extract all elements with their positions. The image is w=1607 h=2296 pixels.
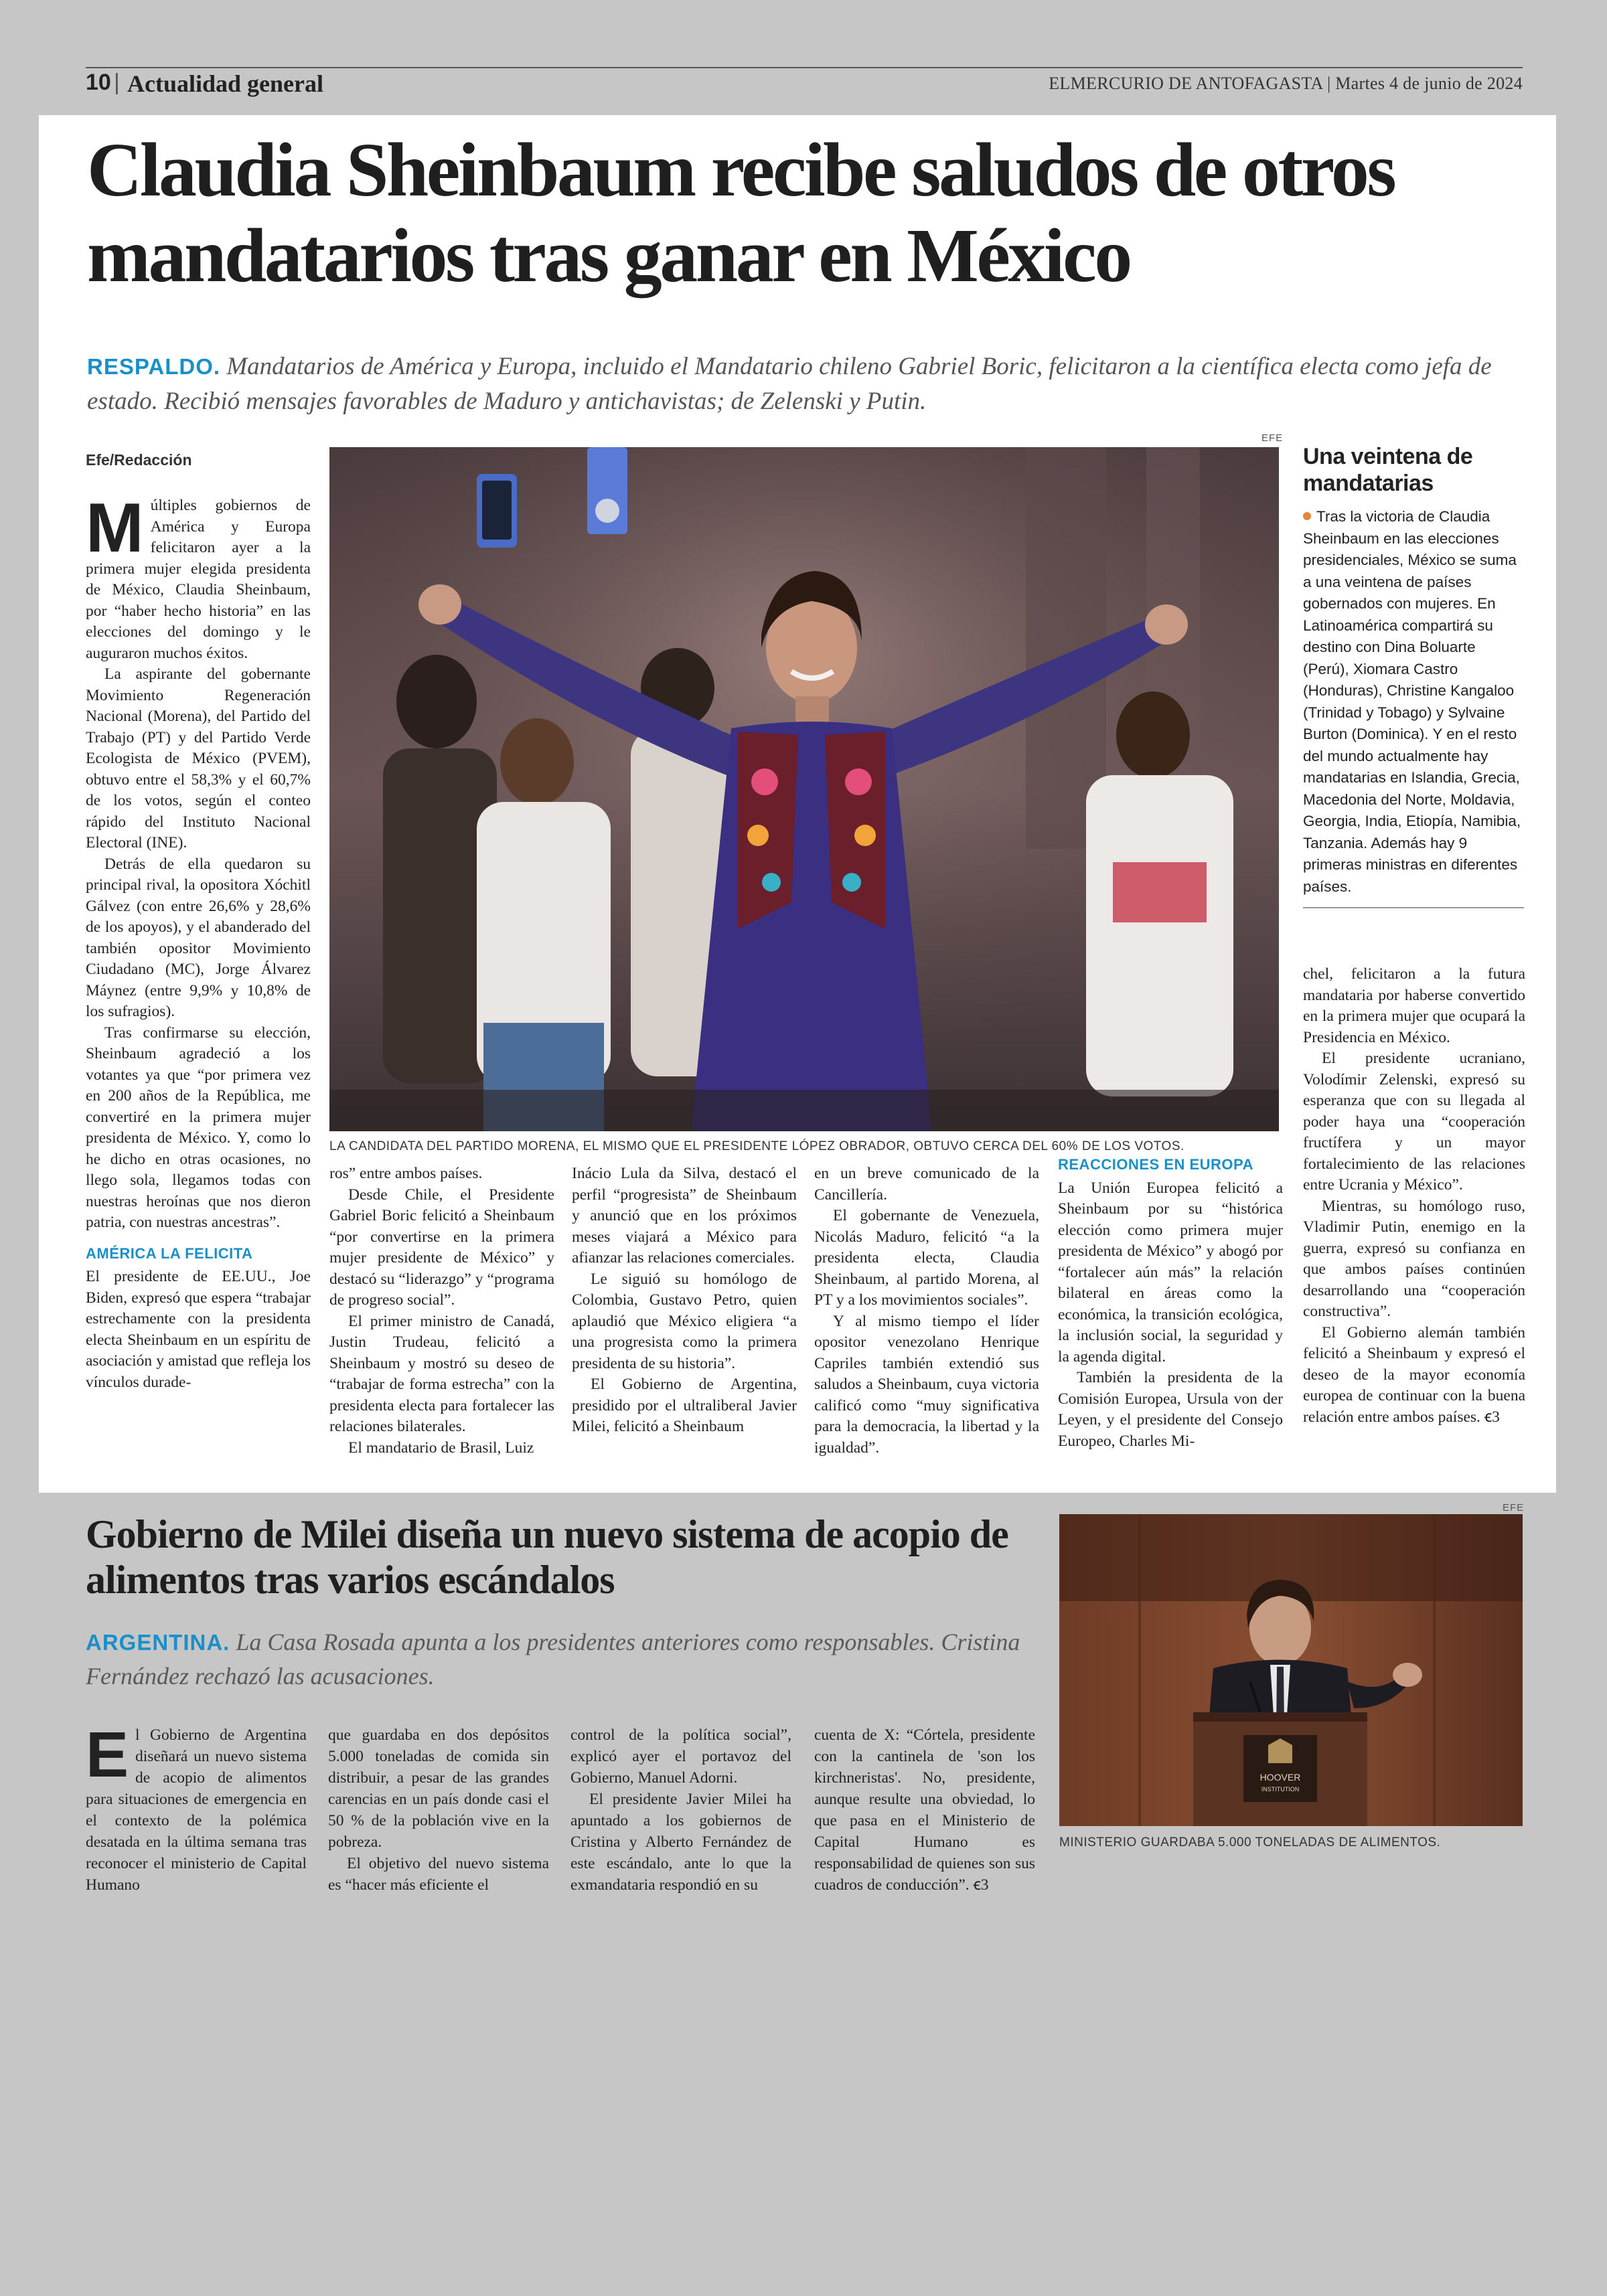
main-deck xyxy=(87,349,1527,419)
second-column-4 xyxy=(814,1724,1035,1896)
article-paragraph: Inácio Lula da Silva, destacó el perfil “progresista” de Sheinbaum y anunció que en los próximos meses viajará a México para afianzar las relaciones comerciales. xyxy=(572,1165,797,1266)
article-paragraph: El presidente ucraniano, Volodímir Zelenski, expresó su esperanza que con su llegada al poder haya una “cooperación fructífera y un mayor fortalecimiento de las relaciones entre Ucrania y México”. xyxy=(1303,1050,1525,1194)
second-column-1 xyxy=(86,1719,307,1896)
bullet-icon xyxy=(1303,512,1311,520)
second-article xyxy=(0,1502,1607,1913)
subhead-europa: REACCIONES EN EUROPA xyxy=(1058,1156,1253,1173)
article-paragraph: chel, felicitaron a la futura mandataria por haberse convertido en la primera mujer que ocupará la Presidencia en México. xyxy=(1303,965,1525,1046)
article-column-4 xyxy=(814,1163,1039,1459)
header-rule xyxy=(86,67,1523,68)
deck-kicker: RESPALDO. xyxy=(87,354,221,379)
article-paragraph: También la presidenta de la Comisión Europea, Ursula von der Leyen, y el presidente del Consejo Europeo, Charles Mi- xyxy=(1058,1369,1283,1450)
article-paragraph: La Unión Europea felicitó a Sheinbaum por su “histórica elección como primera mujer presidenta de México” y abogó por “fortalecer aún más” la relación bilateral en áreas como la económica, la transición ecológica, la inclusión social, la seguridad y la agenda digital. xyxy=(1058,1179,1283,1366)
deck-text: Mandatarios de América y Europa, incluido el Mandatario chileno Gabriel Boric, felicitaron a la científica electa como jefa de estado. Recibió mensajes favorables de Maduro y antichavistas; de Zelenski y Putin. xyxy=(87,353,1492,415)
article-paragraph: El primer ministro de Canadá, Justin Trudeau, felicitó a Sheinbaum y mostró su deseo de “trabajar de forma estrecha” con la presidenta electa para fortalecer las relaciones bilaterales. xyxy=(329,1312,554,1435)
article-paragraph: Mientras, su homólogo ruso, Vladimir Putin, enemigo en la guerra, expresó su confianza en que ambos países continúen desarrollando una “cooperación constructiva”. xyxy=(1303,1197,1525,1320)
article-paragraph: control de la política social”, explicó ayer el portavoz del Gobierno, Manuel Adorni. xyxy=(570,1726,791,1787)
milei-photo-image xyxy=(1059,1514,1523,1826)
article-paragraph: Múltiples gobiernos de América y Europa felicitaron ayer a la primera mujer elegida presidenta de México, Claudia Sheinbaum, por “haber hecho historia” en las elecciones del domingo y le auguraron muchos éxitos. xyxy=(86,489,311,662)
second-deck xyxy=(86,1625,1023,1693)
second-headline: Gobierno de Milei diseña un nuevo sistema de acopio de alimentos tras varios escándalos xyxy=(86,1512,1008,1602)
article-column-6 xyxy=(1303,964,1525,1428)
article-paragraph: Tras confirmarse su elección, Sheinbaum agradeció a los votantes ya que “por primera vez en 200 años de la República, me convertiré en la primera mujer presidenta de México. Y, como lo he dicho en otras ocasiones, no llego sola, llegamos todas con nuestras heroínas que nos dieron patria, con nuestras ancestras”. xyxy=(86,1023,311,1231)
main-headline: Claudia Sheinbaum recibe saludos de otros mandatarios tras ganar en México xyxy=(87,127,1395,298)
article-paragraph: La aspirante del gobernante Movimiento Regeneración Nacional (Morena), del Partido del Trabajo (PT) y del Partido Verde Ecologista de México (PVEM), obtuvo entre el 58,3% y el 60,7% de los votos, según el conteo rápido del Instituto Nacional Electoral (INE). xyxy=(86,665,311,851)
article-paragraph: El objetivo del nuevo sistema es “hacer más eficiente el xyxy=(328,1855,549,1894)
sidebar-box xyxy=(1303,443,1524,908)
article-paragraph: ros” entre ambos países. xyxy=(329,1165,483,1182)
article-paragraph: Le siguió su homólogo de Colombia, Gustavo Petro, quien aplaudió que México eligiera “a una progresista como la primera presidenta de su historia”. xyxy=(572,1270,797,1372)
article-paragraph: en un breve comunicado de la Cancillería. xyxy=(814,1165,1039,1204)
sidebar-title: Una veintena de mandatarias xyxy=(1303,444,1473,496)
article-column-2 xyxy=(329,1163,554,1459)
sidebar-text: Tras la victoria de Claudia Sheinbaum en las elecciones presidenciales, México se suma a una veintena de países gobernados con mujeres. En Latinoamérica compartirá su destino con Dina Boluarte (Perú), Xiomara Castro (Honduras), Christine Kangaloo (Trinidad y Tobago) y Sylvaine Burton (Dominica). Y en el resto del mundo actualmente hay mandatarias en Islandia, Grecia, Macedonia del Norte, Moldavia, Georgia, India, Etiopía, Namibia, Tanzania. Además hay 9 primeras ministras en diferentes países. xyxy=(1303,508,1521,895)
end-mark-icon: ꞓ3 xyxy=(1484,1408,1500,1426)
photo-credit: EFE xyxy=(1261,432,1284,444)
podium-sublabel: INSTITUTION xyxy=(1261,1786,1300,1793)
end-mark-icon: ꞓ3 xyxy=(973,1876,989,1894)
sidebar-rule xyxy=(1303,907,1524,908)
section-name: Actualidad general xyxy=(127,70,323,97)
milei-photo-caption: MINISTERIO GUARDABA 5.000 TONELADAS DE ALIMENTOS. xyxy=(1059,1835,1441,1850)
article-column-3 xyxy=(572,1163,797,1438)
deck-kicker: ARGENTINA. xyxy=(86,1630,230,1655)
article-paragraph: El Gobierno alemán también felicitó a Sheinbaum y expresó el deseo de la mayor economía europea de continuar con la buena relación entre ambos países. ꞓ3 xyxy=(1303,1323,1525,1426)
article-paragraph: cuenta de X: “Córtela, presidente con la cantinela de 'son los kirchneristas'. No, presidente, aunque resulte una obviedad, lo que pasa en el Ministerio de Capital Humano es responsabilidad de quienes son sus cuadros de conducción”. ꞓ3 xyxy=(814,1726,1035,1894)
second-column-2 xyxy=(328,1724,549,1896)
deck-text: La Casa Rosada apunta a los presidentes anteriores como responsables. Cristina Fernández rechazó las acusaciones. xyxy=(86,1629,1020,1690)
article-paragraph: Detrás de ella quedaron su principal rival, la opositora Xóchitl Gálvez (con entre 26,6% y 28,6% de los apoyos), y el abanderado del también opositor Movimiento Ciudadano (MC), Jorge Álvarez Máynez (entre 9,9% y 10,8% de los sufragios). xyxy=(86,855,311,1020)
page-number: 10 xyxy=(86,70,111,95)
dropcap: M xyxy=(86,489,144,567)
byline: Efe/Redacción xyxy=(86,451,192,469)
header-separator: | xyxy=(114,70,120,95)
dropcap: E xyxy=(86,1719,129,1791)
publication-date: ELMERCURIO DE ANTOFAGASTA | Martes 4 de junio de 2024 xyxy=(1049,74,1523,93)
article-paragraph: El gobernante de Venezuela, Nicolás Maduro, felicitó “a la presidenta electa, Claudia Sheinbaum, al partido Morena, al PT y a los movimientos sociales”. xyxy=(814,1207,1039,1309)
milei-photo xyxy=(1059,1514,1523,1826)
page-header xyxy=(86,67,1523,100)
article-paragraph: El Gobierno de Argentina diseñará un nuevo sistema de acopio de alimentos para situaciones de emergencia en el contexto de la polémica desatada en la última semana tras reconocer el ministerio de Capital Humano xyxy=(86,1719,307,1894)
article-paragraph: El Gobierno de Argentina, presidido por el ultraliberal Javier Milei, felicitó a Sheinbaum xyxy=(572,1376,797,1435)
article-paragraph: El presidente de EE.UU., Joe Biden, expresó que espera “trabajar estrechamente con la presidenta electa Sheinbaum en un espíritu de asociación y amistad que refleja los vínculos durade- xyxy=(86,1268,311,1391)
main-photo xyxy=(329,447,1279,1131)
article-paragraph: El mandatario de Brasil, Luiz xyxy=(348,1439,534,1457)
podium-label: HOOVER xyxy=(1259,1772,1301,1783)
article-paragraph: que guardaba en dos depósitos 5.000 toneladas de comida sin distribuir, a pesar de las grandes carencias en un país donde casi el 50 % de la población vive en la pobreza. xyxy=(328,1726,549,1851)
second-column-3 xyxy=(570,1724,791,1896)
article-paragraph: Y al mismo tiempo el líder opositor venezolano Henrique Capriles también extendió sus saludos a Sheinbaum, cuya victoria calificó como “muy significativa para la democracia, la libertad y la igualdad”. xyxy=(814,1312,1039,1457)
main-photo-image xyxy=(329,447,1279,1131)
subhead-america: AMÉRICA LA FELICITA xyxy=(86,1244,253,1262)
photo-credit: EFE xyxy=(1503,1502,1525,1513)
article-column-1 xyxy=(86,489,311,1393)
article-paragraph: Desde Chile, el Presidente Gabriel Boric felicitó a Sheinbaum “por convertirse en la primera mujer presidente de México” y destacó su “liderazgo” y “programa de progreso social”. xyxy=(329,1185,554,1309)
article-column-5 xyxy=(1058,1154,1283,1452)
article-paragraph: El presidente Javier Milei ha apuntado a los gobiernos de Cristina y Alberto Fernández de este escándalo, ante lo que la exmandataria respondió en su xyxy=(570,1791,791,1894)
main-photo-caption: LA CANDIDATA DEL PARTIDO MORENA, EL MISMO QUE EL PRESIDENTE LÓPEZ OBRADOR, OBTUVO CERCA DEL 60% DE LOS VOTOS. xyxy=(329,1139,1184,1153)
main-article xyxy=(39,115,1556,1493)
